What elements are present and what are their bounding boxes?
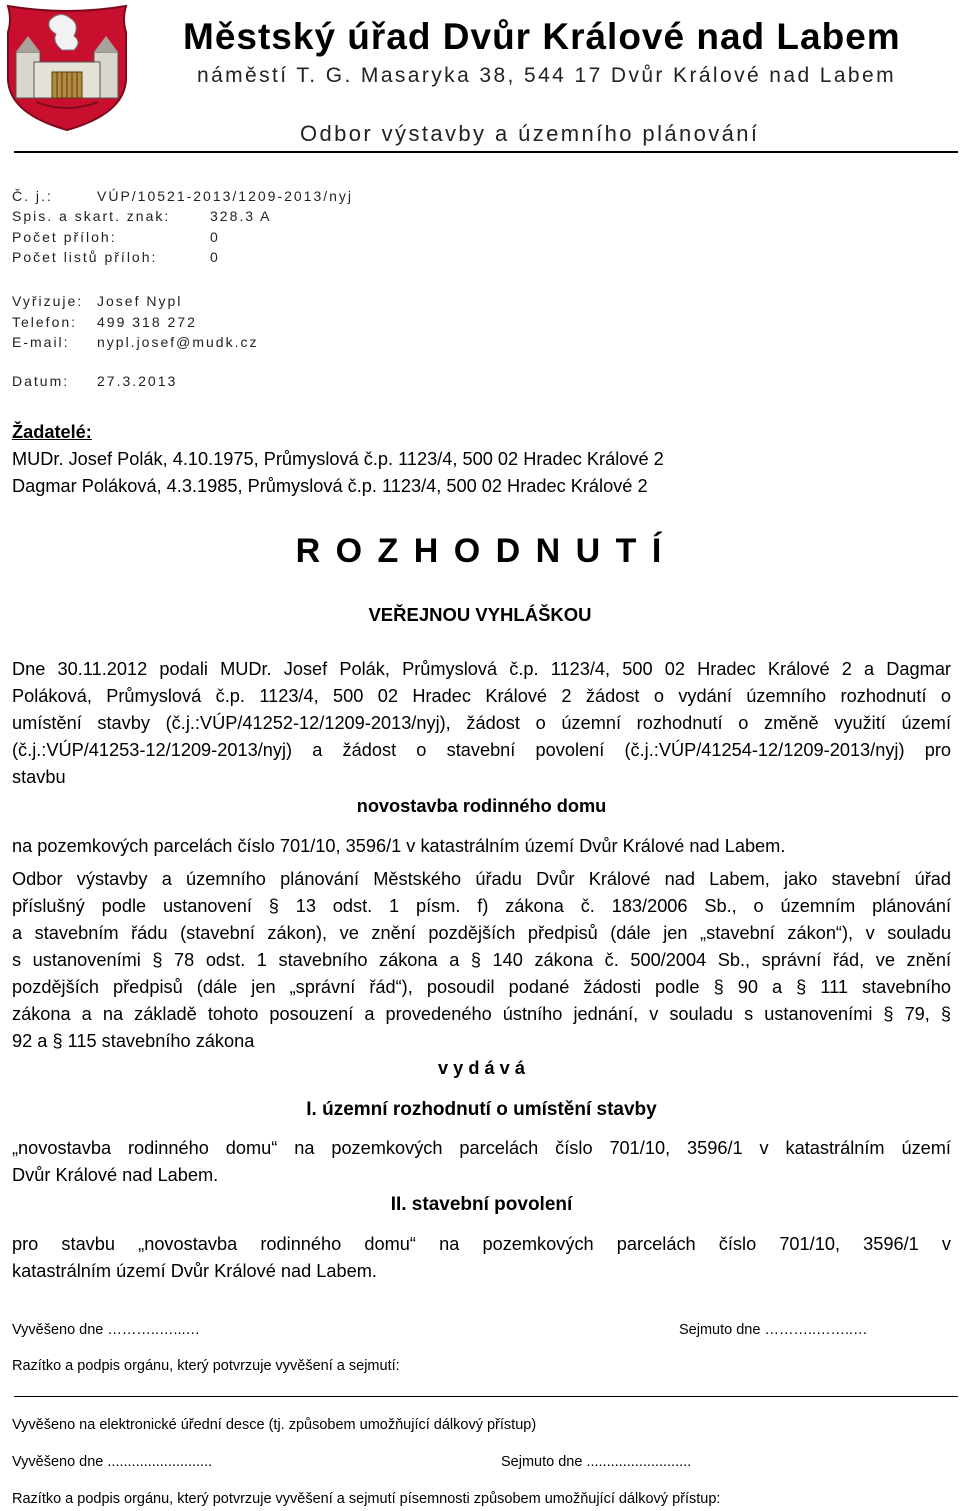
authority-line: příslušný podle ustanovení § 13 odst. 1 písm. f) zákona č. 183/2006 Sb., o územním plánování [12, 896, 951, 916]
removed-date-electronic: Sejmuto dne .......................... [501, 1454, 692, 1470]
authority-line: s ustanoveními § 78 odst. 1 stavebního zákona a § 140 zákona č. 500/2004 Sb., správní řád, ve znění [12, 950, 951, 970]
attachments-value: 0 [210, 229, 220, 245]
date-label: Datum: [12, 373, 70, 389]
posted-date-electronic: Vyvěšeno dne .......................... [12, 1454, 213, 1470]
building-name: novostavba rodinného domu [356, 796, 607, 816]
issues-heading: v y d á v á [438, 1058, 525, 1078]
phone-value: 499 318 272 [97, 314, 197, 330]
parcels-line: na pozemkových parcelách číslo 701/10, 3596/1 v katastrálním území Dvůr Králové nad Labem. [12, 836, 786, 856]
stamp-note: Razítko a podpis orgánu, který potvrzuje vyvěšení a sejmutí: [12, 1358, 400, 1374]
footer-divider [14, 1396, 958, 1397]
section-2-title: II. stavební povolení [390, 1194, 573, 1215]
applicants-heading: Žadatelé: [12, 422, 92, 442]
intro-line: umístění stavby (č.j.:VÚP/41252-12/1209-2013/nyj), žádost o územní rozhodnutí o změně využití území [12, 713, 951, 733]
authority-line: Odbor výstavby a územního plánování Městského úřadu Dvůr Králové nad Labem, jako stavební úřad [12, 869, 951, 889]
attachment-sheets-value: 0 [210, 249, 220, 265]
decision-title: R O Z H O D N U T Í [295, 532, 665, 570]
applicant-line: MUDr. Josef Polák, 4.10.1975, Průmyslová č.p. 1123/4, 500 02 Hradec Králové 2 [12, 449, 664, 469]
section-2-line: pro stavbu „novostavba rodinného domu“ na pozemkových parcelách číslo 701/10, 3596/1 v [12, 1234, 951, 1254]
email-label: E-mail: [12, 334, 70, 350]
decision-subtitle: VEŘEJNOU VYHLÁŠKOU [368, 604, 592, 625]
department-name: Odbor výstavby a územního plánování [300, 121, 760, 146]
handler-label: Vyřizuje: [12, 293, 84, 309]
electronic-board-note: Vyvěšeno na elektronické úřední desce (tj. způsobem umožňující dálkový přístup) [12, 1417, 537, 1433]
intro-line: (č.j.:VÚP/41253-12/1209-2013/nyj) a žádost o stavební povolení (č.j.:VÚP/41254-12/1209-2013/nyj) pro [12, 740, 951, 760]
date-value: 27.3.2013 [97, 373, 178, 389]
intro-line: Poláková, Průmyslová č.p. 1123/4, 500 02 Hradec Králové 2 žádost o vydání územního rozhodnutí o [12, 686, 951, 706]
section-1-title: I. územní rozhodnutí o umístění stavby [306, 1099, 657, 1120]
applicant-line: Dagmar Poláková, 4.3.1985, Průmyslová č.p. 1123/4, 500 02 Hradec Králové 2 [12, 476, 648, 496]
office-title: Městský úřad Dvůr Králové nad Labem [183, 16, 901, 57]
authority-line: pozdějších předpisů (dále jen „správní řád“), posoudil podané žádosti podle § 90 a § 111 stavebního [12, 977, 951, 997]
header-divider [14, 151, 958, 153]
email-value: nypl.josef@mudk.cz [97, 334, 259, 350]
office-address: náměstí T. G. Masaryka 38, 544 17 Dvůr Králové nad Labem [197, 64, 896, 87]
authority-line: a stavebním řádu (stavební zákon), ve znění pozdějších předpisů (dále jen „stavební zákon“), v souladu [12, 923, 951, 943]
removed-date: Sejmuto dne ………..……..… [679, 1322, 868, 1338]
spis-label: Spis. a skart. znak: [12, 208, 171, 224]
authority-line: zákona a na základě tohoto posouzení a provedeného ústního jednání, v souladu s ustanoveními § 79, § [12, 1004, 951, 1024]
posted-date: Vyvěšeno dne ………..…...… [12, 1322, 201, 1338]
stamp-note-electronic: Razítko a podpis orgánu, který potvrzuje vyvěšení a sejmutí písemnosti způsobem umožňující dálkový přístup: [12, 1491, 721, 1507]
coat-of-arms-icon [4, 2, 130, 132]
section-1-line: „novostavba rodinného domu“ na pozemkových parcelách číslo 701/10, 3596/1 v katastrálním území [12, 1138, 951, 1158]
cj-label: Č. j.: [12, 188, 53, 204]
handler-value: Josef Nypl [97, 293, 183, 309]
authority-line: 92 a § 115 stavebního zákona [12, 1031, 255, 1051]
attachments-label: Počet příloh: [12, 229, 117, 245]
intro-line: stavbu [12, 767, 66, 787]
section-1-line: Dvůr Králové nad Labem. [12, 1165, 219, 1185]
attachment-sheets-label: Počet listů příloh: [12, 249, 158, 265]
intro-line: Dne 30.11.2012 podali MUDr. Josef Polák, Průmyslová č.p. 1123/4, 500 02 Hradec Králové 2 a Dagmar [12, 659, 951, 679]
spis-value: 328.3 A [210, 208, 272, 224]
section-2-line: katastrálním území Dvůr Králové nad Labem. [12, 1261, 377, 1281]
cj-value: VÚP/10521-2013/1209-2013/nyj [97, 188, 354, 204]
phone-label: Telefon: [12, 314, 78, 330]
